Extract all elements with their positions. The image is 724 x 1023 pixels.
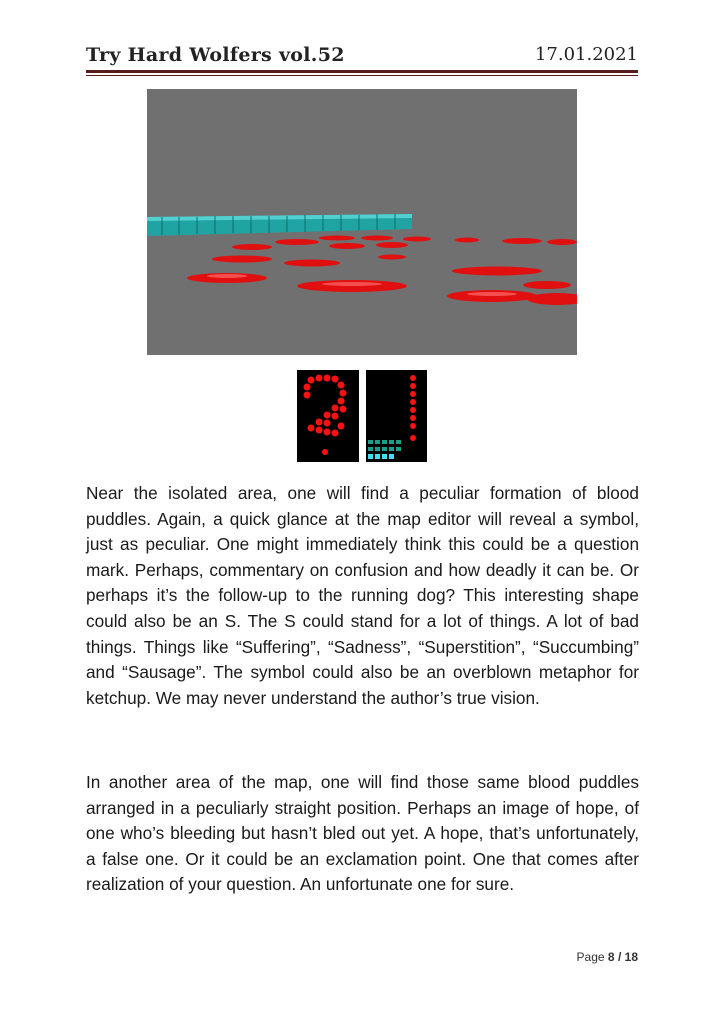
newsletter-title: Try Hard Wolfers vol.52 <box>86 44 345 66</box>
page-separator: / <box>617 950 622 964</box>
page-header <box>86 44 638 68</box>
page-number <box>577 950 638 964</box>
page-total: 18 <box>624 950 638 964</box>
map-editor-exclamation-point <box>366 370 427 462</box>
map-editor-question-mark <box>297 370 359 462</box>
article-paragraph-2: In another area of the map, one will find those same blood puddles arranged in a peculiarly straight position. Perhaps an image of hope, of one who’s bleeding but hasn’t bled out yet. A hope, that’s unfortunately, a false one. Or it could be an exclamation point. One that comes after realization of your question. An unfortunate one for sure. <box>86 772 639 895</box>
game-screenshot <box>147 89 577 355</box>
header-rule-thick <box>86 70 638 73</box>
issue-date: 17.01.2021 <box>534 44 638 65</box>
page-label: Page <box>576 950 605 964</box>
header-rule-thin <box>86 75 638 76</box>
page-current: 8 <box>607 950 615 964</box>
article-paragraph-1: Near the isolated area, one will find a peculiar formation of blood puddles. Again, a quick glance at the map editor will reveal a symbol, just as peculiar. One might immediately think this could be a question mark. Perhaps, commentary on confusion and how deadly it can be. Or perhaps it’s the follow-up to the running dog? This interesting shape could also be an S. The S could stand for a lot of things. A lot of bad things. Things like “Suffering”, “Sadness”, “Superstition”, “Succumbing” and “Sausage”. The symbol could also be an overblown metaphor for ketchup. We may never understand the author’s true vision. <box>86 483 639 708</box>
